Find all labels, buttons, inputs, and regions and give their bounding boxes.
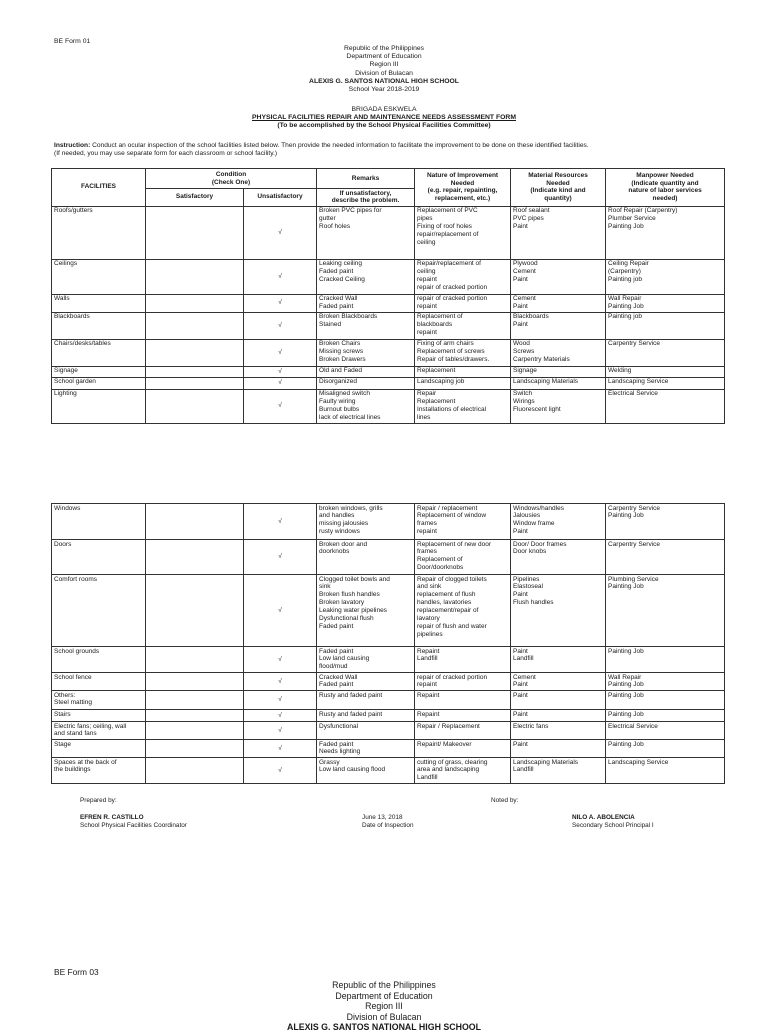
unsatisfactory-cell: √: [244, 575, 317, 647]
facility-cell: Stage: [52, 740, 146, 758]
unsatisfactory-cell: √: [244, 366, 317, 377]
facility-cell: Roofs/gutters: [52, 206, 146, 259]
facility-cell: School garden: [52, 377, 146, 389]
remarks-cell: Leaking ceiling Faded paint Cracked Ceiling: [317, 259, 415, 294]
table-row: [52, 673, 725, 691]
material-cell: Plywood Cement Paint: [511, 259, 606, 294]
improvement-cell: Replacement of new door frames Replacement of Door/doorknobs: [415, 540, 511, 575]
table-row: [52, 647, 725, 673]
remarks-cell: Grassy Low land causing flood: [317, 758, 415, 784]
table-row: [52, 294, 725, 312]
improvement-cell: Replacement of blackboards repaint: [415, 312, 511, 339]
unsatisfactory-cell: √: [244, 691, 317, 710]
school-name-page2: ALEXIS G. SANTOS NATIONAL HIGH SCHOOL: [286, 1022, 482, 1033]
instruction-note: (If needed, you may use separate form for each classroom or school facility.): [54, 150, 278, 158]
unsatisfactory-cell: √: [244, 758, 317, 784]
remarks-cell: Rusty and faded paint: [317, 691, 415, 710]
improvement-cell: Repaint: [415, 691, 511, 710]
department-line: Department of Education: [346, 53, 422, 61]
instructions: [54, 142, 726, 158]
satisfactory-cell: [146, 504, 244, 540]
unsatisfactory-cell: √: [244, 647, 317, 673]
material-cell: Landscaping Materials: [511, 377, 606, 389]
table-row: [52, 206, 725, 259]
unsatisfactory-cell: √: [244, 710, 317, 722]
school-year: School Year 2018-2019: [348, 86, 420, 94]
manpower-cell: Landscaping Service: [606, 758, 725, 784]
improvement-cell: Repaint/ Makeover: [415, 740, 511, 758]
satisfactory-cell: [146, 206, 244, 259]
form-subtitle: (To be accomplished by the School Physical Facilities Committee): [277, 122, 491, 130]
header-satisfactory: Satisfactory: [146, 189, 244, 207]
satisfactory-cell: [146, 575, 244, 647]
remarks-cell: Cracked Wall Faded paint: [317, 673, 415, 691]
table-row: [52, 377, 725, 389]
table-row: [52, 339, 725, 366]
improvement-cell: Landscaping job: [415, 377, 511, 389]
improvement-cell: Fixing of arm chairs Replacement of screws Repair of tables/drawers.: [415, 339, 511, 366]
satisfactory-cell: [146, 673, 244, 691]
header-condition: Condition (Check One): [146, 169, 317, 189]
improvement-cell: repair of cracked portion repaint: [415, 294, 511, 312]
unsatisfactory-cell: √: [244, 294, 317, 312]
material-cell: Blackboards Paint: [511, 312, 606, 339]
satisfactory-cell: [146, 389, 244, 423]
remarks-cell: Misaligned switch Faulty wiring Burnout bulbs lack of electrical lines: [317, 389, 415, 423]
preparer-name: EFREN R. CASTILLO: [80, 814, 144, 821]
noted-by-label: Noted by:: [491, 797, 519, 804]
manpower-cell: Carpentry Service Painting Job: [606, 504, 725, 540]
material-cell: Door/ Door frames Door knobs: [511, 540, 606, 575]
material-cell: Pipelines Elastoseal Paint Flush handles: [511, 575, 606, 647]
division-line-page2: Division of Bulacan: [346, 1011, 422, 1022]
table-row: [52, 504, 725, 540]
improvement-cell: Replacement: [415, 366, 511, 377]
remarks-cell: Dysfunctional: [317, 722, 415, 740]
republic-line-page2: Republic of the Philippines: [332, 980, 436, 990]
material-cell: Paint Landfill: [511, 647, 606, 673]
table-row: [52, 575, 725, 647]
manpower-cell: Painting Job: [606, 647, 725, 673]
manpower-cell: Wall Repair Painting Job: [606, 294, 725, 312]
facility-cell: Comfort rooms: [52, 575, 146, 647]
principal-role: Secondary School Principal I: [572, 821, 654, 829]
facility-cell: School grounds: [52, 647, 146, 673]
manpower-cell: Landscaping Service: [606, 377, 725, 389]
header-improvement: Nature of Improvement Needed (e.g. repair, repainting, replacement, etc.): [415, 169, 511, 207]
document-header: [0, 45, 768, 94]
remarks-cell: Clogged toilet bowls and sink Broken flush handles Broken lavatory Leaking water pipelines Dysfunctional flush Faded paint: [317, 575, 415, 647]
improvement-cell: Replacement of PVC pipes Fixing of roof holes repair/replacement of ceiling: [415, 206, 511, 259]
assessment-table-part1: [51, 168, 725, 424]
facility-cell: Lighting: [52, 389, 146, 423]
remarks-cell: Broken Chairs Missing screws Broken Drawers: [317, 339, 415, 366]
table-row: [52, 259, 725, 294]
unsatisfactory-cell: √: [244, 259, 317, 294]
preparer-block: [80, 814, 187, 830]
manpower-cell: Carpentry Service: [606, 540, 725, 575]
unsatisfactory-cell: √: [244, 722, 317, 740]
satisfactory-cell: [146, 740, 244, 758]
principal-block: [572, 814, 654, 830]
prepared-by-label: Prepared by:: [80, 797, 117, 804]
unsatisfactory-cell: √: [244, 673, 317, 691]
unsatisfactory-cell: √: [244, 339, 317, 366]
manpower-cell: Painting job: [606, 312, 725, 339]
improvement-cell: Repair/replacement of ceiling repaint repair of cracked portion: [415, 259, 511, 294]
manpower-cell: Wall Repair Painting Job: [606, 673, 725, 691]
manpower-cell: Electrical Service: [606, 389, 725, 423]
improvement-cell: repair of cracked portion repaint: [415, 673, 511, 691]
inspection-date: June 13, 2018: [362, 814, 403, 821]
division-line: Division of Bulacan: [355, 69, 413, 77]
unsatisfactory-cell: √: [244, 540, 317, 575]
facility-cell: Doors: [52, 540, 146, 575]
table-row: [52, 312, 725, 339]
facility-cell: Ceilings: [52, 259, 146, 294]
header-unsatisfactory: Unsatisfactory: [244, 189, 317, 207]
facility-cell: School fence: [52, 673, 146, 691]
satisfactory-cell: [146, 339, 244, 366]
facility-cell: Others: Steel matting: [52, 691, 146, 710]
header-remarks: Remarks: [317, 169, 415, 189]
assessment-table-part2: [51, 503, 725, 784]
manpower-cell: Roof Repair (Carpentry) Plumber Service Painting Job: [606, 206, 725, 259]
region-line-page2: Region III: [365, 1001, 403, 1012]
manpower-cell: Painting Job: [606, 710, 725, 722]
form-code: BE Form 01: [54, 38, 91, 45]
unsatisfactory-cell: √: [244, 312, 317, 339]
facility-cell: Spaces at the back of the buildings: [52, 758, 146, 784]
improvement-cell: Repair Replacement Installations of electrical lines: [415, 389, 511, 423]
satisfactory-cell: [146, 540, 244, 575]
facility-cell: Chairs/desks/tables: [52, 339, 146, 366]
material-cell: Roof sealant PVC pipes Paint: [511, 206, 606, 259]
remarks-cell: Old and Faded: [317, 366, 415, 377]
satisfactory-cell: [146, 722, 244, 740]
satisfactory-cell: [146, 710, 244, 722]
improvement-cell: Repair of clogged toilets and sink replacement of flush handles, lavatories replacement/repair of lavatory repair of flush and water pipelines: [415, 575, 511, 647]
satisfactory-cell: [146, 377, 244, 389]
manpower-cell: Painting Job: [606, 740, 725, 758]
facility-cell: Signage: [52, 366, 146, 377]
unsatisfactory-cell: √: [244, 377, 317, 389]
remarks-cell: Broken Blackboards Stained: [317, 312, 415, 339]
remarks-cell: Rusty and faded paint: [317, 710, 415, 722]
material-cell: Landscaping Materials Landfill: [511, 758, 606, 784]
table-row: [52, 389, 725, 423]
manpower-cell: Ceiling Repair (Carpentry) Painting job: [606, 259, 725, 294]
manpower-cell: Plumbing Service Painting Job: [606, 575, 725, 647]
material-cell: Wood Screws Carpentry Materials: [511, 339, 606, 366]
document-header-page2: [0, 980, 768, 1033]
improvement-cell: Repair / replacement Replacement of window frames repaint: [415, 504, 511, 540]
material-cell: Switch Wirings Fluorescent light: [511, 389, 606, 423]
remarks-cell: Broken PVC pipes for gutter Roof holes: [317, 206, 415, 259]
remarks-cell: Cracked Wall Faded paint: [317, 294, 415, 312]
manpower-cell: Carpentry Service: [606, 339, 725, 366]
principal-name: NILO A. ABOLENCIA: [572, 814, 635, 821]
satisfactory-cell: [146, 294, 244, 312]
program-name: BRIGADA ESKWELA: [351, 106, 417, 113]
manpower-cell: Electrical Service: [606, 722, 725, 740]
material-cell: Windows/handles Jalousies Window frame Paint: [511, 504, 606, 540]
satisfactory-cell: [146, 312, 244, 339]
material-cell: Electric fans: [511, 722, 606, 740]
facility-cell: Electric fans; ceiling, wall and stand fans: [52, 722, 146, 740]
header-material: Material Resources Needed (Indicate kind and quantity): [511, 169, 606, 207]
facility-cell: Windows: [52, 504, 146, 540]
manpower-cell: Welding: [606, 366, 725, 377]
header-manpower: Manpower Needed (Indicate quantity and nature of labor services needed): [606, 169, 725, 207]
satisfactory-cell: [146, 259, 244, 294]
instruction-text: Conduct an ocular inspection of the school facilities listed below. Then provide the needed information to facilitate the improvement to be done on these identified facilities.: [92, 142, 589, 149]
date-block: [362, 814, 414, 830]
material-cell: Signage: [511, 366, 606, 377]
header-remarks-sub: If unsatisfactory, describe the problem.: [317, 189, 415, 207]
material-cell: Paint: [511, 740, 606, 758]
improvement-cell: Repaint: [415, 710, 511, 722]
table-row: [52, 691, 725, 710]
form-title-block: [0, 106, 768, 131]
remarks-cell: broken windows, grills and handles missing jalousies rusty windows: [317, 504, 415, 540]
unsatisfactory-cell: √: [244, 389, 317, 423]
unsatisfactory-cell: √: [244, 206, 317, 259]
table-row: [52, 722, 725, 740]
facility-cell: Walls: [52, 294, 146, 312]
instruction-label: Instruction:: [54, 142, 91, 149]
manpower-cell: Painting Job: [606, 691, 725, 710]
preparer-role: School Physical Facilities Coordinator: [80, 821, 187, 829]
material-cell: Paint: [511, 710, 606, 722]
material-cell: Cement Paint: [511, 294, 606, 312]
remarks-cell: Faded paint Low land causing flood/mud: [317, 647, 415, 673]
header-facilities: FACILITIES: [52, 169, 146, 207]
table-row: [52, 540, 725, 575]
satisfactory-cell: [146, 691, 244, 710]
form-code-page2: BE Form 03: [54, 967, 99, 977]
improvement-cell: Repaint Landfill: [415, 647, 511, 673]
unsatisfactory-cell: √: [244, 504, 317, 540]
facility-cell: Stairs: [52, 710, 146, 722]
improvement-cell: cutting of grass, clearing area and landscaping Landfill: [415, 758, 511, 784]
remarks-cell: Broken door and doorknobs: [317, 540, 415, 575]
form-title: PHYSICAL FACILITIES REPAIR AND MAINTENANCE NEEDS ASSESSMENT FORM: [252, 114, 516, 122]
remarks-cell: Disorganized: [317, 377, 415, 389]
region-line: Region III: [369, 61, 399, 69]
satisfactory-cell: [146, 647, 244, 673]
remarks-cell: Faded paint Needs lighting: [317, 740, 415, 758]
facility-cell: Blackboards: [52, 312, 146, 339]
republic-line: Republic of the Philippines: [343, 45, 425, 52]
table-row: [52, 366, 725, 377]
material-cell: Cement Paint: [511, 673, 606, 691]
table-row: [52, 758, 725, 784]
material-cell: Paint: [511, 691, 606, 710]
department-line-page2: Department of Education: [335, 990, 433, 1001]
unsatisfactory-cell: √: [244, 740, 317, 758]
inspection-date-label: Date of Inspection: [362, 821, 414, 829]
satisfactory-cell: [146, 366, 244, 377]
table-row: [52, 710, 725, 722]
table-row: [52, 740, 725, 758]
school-name: ALEXIS G. SANTOS NATIONAL HIGH SCHOOL: [309, 77, 459, 85]
improvement-cell: Repair / Replacement: [415, 722, 511, 740]
satisfactory-cell: [146, 758, 244, 784]
